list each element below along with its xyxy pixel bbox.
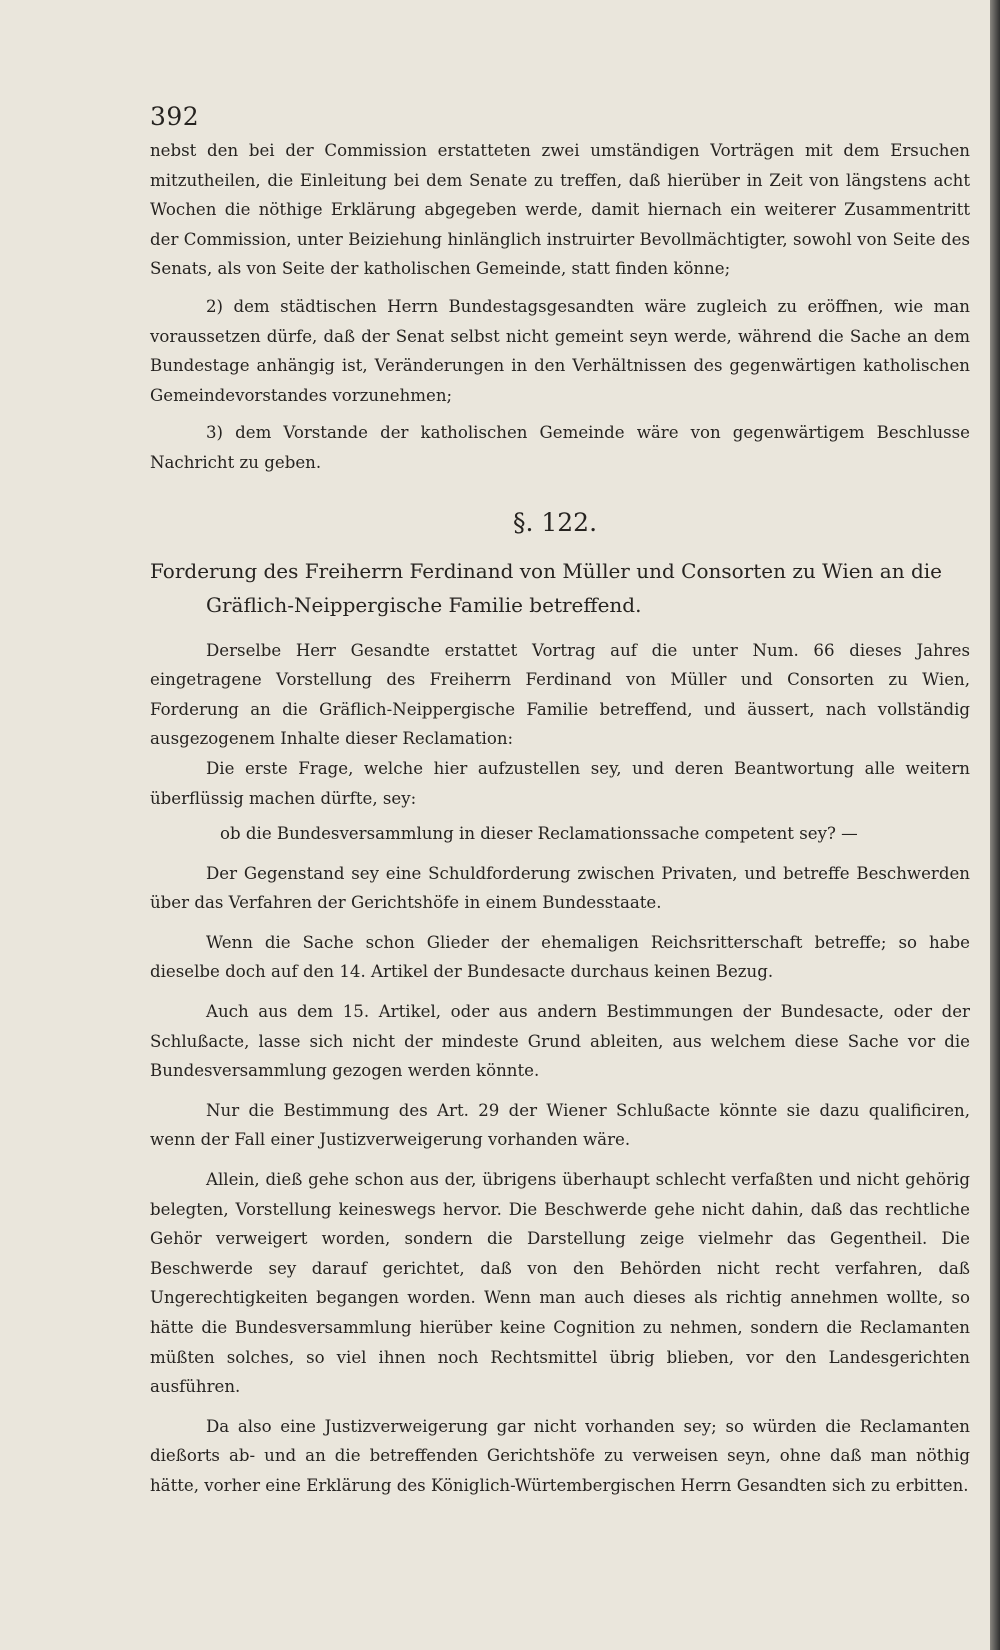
section-number: §. 122. — [512, 507, 598, 537]
intro-paragraph: nebst den bei der Commission erstatteten zwei umständigen Vorträgen mit dem Ersuchen mitzutheilen, die Einleitung bei dem Senate zu treffen, daß hierüber in Zeit von längstens acht Wochen die nöthige Erklärung abgegeben werde, damit hiernach ein weiterer Zusammentritt der Commission, unter Beiziehung hinlänglich instruirter Bevollmächtigter, sowohl von Seite des Senats, als von Seite der katholischen Gemeinde, statt finden könne; — [150, 141, 970, 279]
page-body — [150, 136, 970, 1501]
paragraph-subject: Der Gegenstand sey eine Schuldforderung zwischen Privaten, und betreffe Beschwerden über das Verfahren der Gerichtshöfe in einem Bundesstaate. — [150, 863, 970, 913]
page-number: 392 — [150, 102, 200, 131]
paragraph-complaint: Allein, dieß gehe schon aus der, übrigens überhaupt schlecht verfaßten und nicht gehörig belegten, Vorstellung keineswegs hervor. Die Beschwerde gehe nicht dahin, daß das rechtliche Gehör verweigert worden, sondern die Darstellung zeige vielmehr das Gegentheil. Die Beschwerde sey darauf gerichtet, daß von den Behörden nicht recht verfahren, daß Ungerechtigkeiten begangen worden. Wenn man auch dieses als richtig annehmen wollte, so hätte die Bundesversammlung hierüber keine Cognition zu nehmen, sondern die Reclamanten müßten solches, so viel ihnen noch Rechtsmittel übrig blieben, vor den Landesgerichten ausführen. — [150, 1170, 970, 1397]
numbered-point-3: 3) dem Vorstande der katholischen Gemeinde wäre von gegenwärtigem Beschlusse Nachricht zu geben. — [150, 423, 970, 472]
section-heading-line-1: Forderung des Freiherrn Ferdinand von Müller und Consorten zu Wien an die — [150, 558, 942, 583]
paragraph-article-15: Auch aus dem 15. Artikel, oder aus andern Bestimmungen der Bundesacte, oder der Schlußacte, lasse sich nicht der mindeste Grund ableiten, aus welchem diese Sache vor die Bundesversammlung gezogen werden könnte. — [150, 1002, 970, 1081]
page-edge-shadow — [990, 0, 1000, 1650]
paragraph-report: Derselbe Herr Gesandte erstattet Vortrag auf die unter Num. 66 dieses Jahres eingetragene Vorstellung des Freiherrn Ferdinand von Müller und Consorten zu Wien, Forderung an die Gräflich-Neippergische Familie betreffend, und äussert, nach vollständig ausgezogenem Inhalte dieser Reclamation: — [150, 640, 970, 749]
paragraph-article-29: Nur die Bestimmung des Art. 29 der Wiener Schlußacte könnte sie dazu qualificiren, wenn der Fall einer Justizverweigerung vorhanden wäre. — [150, 1100, 970, 1150]
paragraph-article-14: Wenn die Sache schon Glieder der ehemaligen Reichsritterschaft betreffe; so habe dieselbe doch auf den 14. Artikel der Bundesacte durchaus keinen Bezug. — [150, 932, 970, 982]
paragraph-conclusion: Da also eine Justizverweigerung gar nicht vorhanden sey; so würden die Reclamanten dießorts ab- und an die betreffenden Gerichtshöfe zu verweisen seyn, ohne daß man nöthig hätte, vorher eine Erklärung des Königlich-Würtembergischen Herrn Gesandten sich zu erbitten. — [150, 1416, 970, 1495]
numbered-point-2: 2) dem städtischen Herrn Bundestagsgesandten wäre zugleich zu eröffnen, wie man voraussetzen dürfe, daß der Senat selbst nicht gemeint seyn werde, während die Sache an dem Bundestage anhängig ist, Veränderungen in den Verhältnissen des gegenwärtigen katholischen Gemeindevorstandes vorzunehmen; — [150, 296, 970, 405]
section-heading — [150, 554, 970, 622]
paragraph-competence-question: ob die Bundesversammlung in dieser Reclamationssache competent sey? — — [220, 824, 858, 844]
section-heading-line-2: Gräflich-Neippergische Familie betreffend. — [206, 592, 642, 617]
paragraph-first-question: Die erste Frage, welche hier aufzustellen sey, und deren Beantwortung alle weitern überflüssig machen dürfte, sey: — [150, 758, 970, 808]
